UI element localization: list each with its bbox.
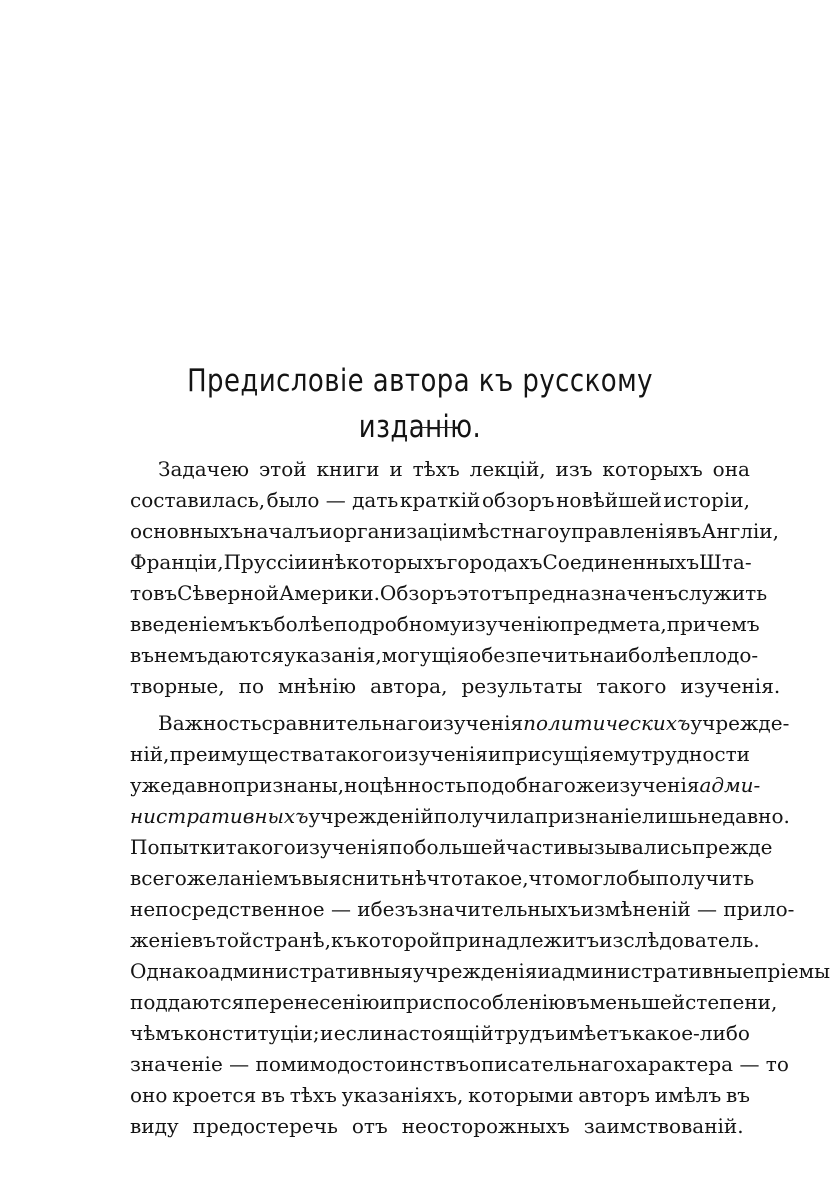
word: нѣчто [401,866,463,890]
word: Задачею [158,457,250,481]
italic-word: адми- [699,773,761,797]
word: всего [130,866,187,890]
text-line [130,987,778,1018]
word: предмета, [559,612,667,636]
word: такое, [462,866,529,890]
text-line [130,956,831,987]
word: описательнаго [468,1052,626,1076]
word: въ [725,1083,750,1107]
word: чемъ [706,612,760,636]
word: которыхъ [602,457,703,481]
word: краткій [399,488,481,512]
word: въ [565,990,590,1014]
paragraph [130,454,781,702]
word: въ [130,643,154,667]
word: административныя [208,959,413,983]
word: недавно. [697,804,790,828]
word: нѣкоторыхъ [321,550,447,574]
word: ему [601,742,641,766]
word: изученія [429,711,524,735]
preface-body [130,454,831,1142]
text-line [130,739,750,770]
word: учрежденія [412,959,538,983]
word: болѣе [273,612,335,636]
word: большей [414,835,506,859]
page-title: Предисловіе автора къ русскому изданію. [187,363,653,445]
word: изслѣдователь. [599,928,760,952]
word: такого [225,835,296,859]
text-line [130,1018,750,1049]
word: началъ [243,519,319,543]
text-line [130,708,790,739]
word: бы [627,866,656,890]
word: могло [564,866,628,890]
word: степени, [685,990,778,1014]
word: и [379,990,393,1014]
word: подобнаго [466,773,576,797]
word: Сѣверной [177,581,280,605]
word: она [712,457,750,481]
text-line [130,485,750,516]
word: заимствованій. [583,1114,744,1138]
text-line [130,894,795,925]
word: Обзоръ [379,581,457,605]
word: чѣмъ [130,1021,184,1045]
word: поддаются [130,990,245,1014]
word: и [320,1021,334,1045]
word: уже [130,773,173,797]
word: вызывались [566,835,692,859]
word: Америки. [279,581,380,605]
word: но [344,773,370,797]
word: Пруссіи [223,550,308,574]
word: и [488,742,502,766]
word: городахъ [446,550,543,574]
word: административные [550,959,755,983]
word: сравнительнаго [261,711,430,735]
text-line [130,770,761,801]
word: такого [324,742,395,766]
word: лекцій, [469,457,546,481]
word: указаніяхъ, [341,1083,464,1107]
text-line [130,925,760,956]
text-line [130,832,773,863]
word: указанія, [283,643,382,667]
word: этой [258,457,307,481]
word: характера — то [625,1052,789,1076]
italic-word: политическихъ [523,711,691,735]
word: достоинствъ [337,1052,469,1076]
word: мнѣнію [277,674,357,698]
word: странѣ, [252,928,331,952]
word: кроется [172,1083,257,1107]
word: Англіи, [701,519,779,543]
word: результаты [461,674,583,698]
text-line [130,1049,789,1080]
word: принадлежитъ [442,928,600,952]
word: по [389,835,415,859]
word: основныхъ [130,519,244,543]
word: пріемы [754,959,831,983]
text-line [130,516,779,547]
word: предостеречь [192,1114,338,1138]
word: изученія [606,773,700,797]
word: учрежденій [308,804,434,828]
text-line [130,578,768,609]
word: какое-либо [632,1021,750,1045]
text-line [130,547,750,578]
word: меньшей [589,990,686,1014]
word: приспособленію [392,990,566,1014]
word: лишь [641,804,698,828]
word: получить [655,866,755,890]
text-line [130,801,790,832]
word: наиболѣе [589,643,689,667]
word: введеніемъ [130,612,249,636]
word: имѣлъ [654,1083,722,1107]
word: отъ [351,1114,388,1138]
word: трудности [641,742,750,766]
paragraph [130,708,831,1142]
text-line [130,671,781,702]
word: въ [261,1083,285,1107]
word: этотъ [456,581,515,605]
title-divider [411,427,458,428]
word: учрежде- [690,711,790,735]
word: преимущества [169,742,325,766]
word: настоящій [383,1021,494,1045]
word: имѣетъ [555,1021,632,1045]
word: исторіи, [663,488,750,512]
word: если [333,1021,383,1045]
word: цѣнность [369,773,467,797]
word: и [537,959,551,983]
word: измѣненій — прило- [580,897,795,921]
word: обзоръ [481,488,555,512]
text-line [130,1080,750,1111]
italic-word: нистративныхъ [130,804,309,828]
word: такого [596,674,667,698]
word: прежде [691,835,773,859]
word: давно [172,773,233,797]
word: было — дать [266,488,399,512]
word: управленія [559,519,678,543]
word: непосредственное — и [130,897,371,921]
word: значеніе — помимо [130,1052,338,1076]
word: въ [191,928,216,952]
word: получила [433,804,535,828]
word: въ [677,519,702,543]
word: мѣстнаго [461,519,560,543]
word: и [307,550,322,574]
word: Соединенныхъ [542,550,700,574]
word: изученію [461,612,560,636]
text-line [130,640,759,671]
word: обезпечить [469,643,590,667]
word: изученія [394,742,488,766]
word: при [666,612,707,636]
word: значительныхъ [418,897,581,921]
word: автора, [370,674,448,698]
word: же [575,773,607,797]
word: что [528,866,565,890]
word: изученія [295,835,390,859]
word: и [389,457,403,481]
text-line [130,609,760,640]
text-line [130,454,750,485]
word: трудъ [494,1021,555,1045]
word: безъ [370,897,419,921]
word: и [318,519,333,543]
text-line [130,1111,750,1142]
word: оно [130,1083,168,1107]
word: перенесенію [244,990,380,1014]
word: ній, [130,742,170,766]
word: тѣхъ [289,1083,337,1107]
word: по [238,674,264,698]
word: Однако [130,959,209,983]
word: Франціи, [130,550,224,574]
text-line [130,863,755,894]
word: изъ [555,457,593,481]
word: изученія. [680,674,781,698]
word: подробному [334,612,462,636]
word: немъ [153,643,208,667]
word: конституціи; [183,1021,320,1045]
word: книги [316,457,380,481]
word: творные, [130,674,225,698]
word: которой [356,928,443,952]
word: той [215,928,253,952]
word: организаціи [332,519,462,543]
word: служить [677,581,768,605]
word: плодо- [688,643,759,667]
word: признаны, [232,773,345,797]
word: тѣхъ [412,457,460,481]
word: могущія [381,643,470,667]
word: виду [130,1114,179,1138]
word: которыми [468,1083,574,1107]
word: неосторожныхъ [401,1114,570,1138]
word: Важность [158,711,262,735]
word: даются [207,643,284,667]
word: желаніемъ [186,866,302,890]
word: выяснить [301,866,402,890]
word: товъ [130,581,178,605]
word: новѣйшей [556,488,662,512]
word: составилась, [130,488,266,512]
word: Шта- [699,550,752,574]
word: къ [248,612,274,636]
word: предназначенъ [514,581,678,605]
word: женіе [130,928,192,952]
word: авторъ [578,1083,651,1107]
word: признаніе [534,804,642,828]
word: Попытки [130,835,226,859]
word: части [505,835,567,859]
word: присущія [501,742,602,766]
word: къ [330,928,357,952]
